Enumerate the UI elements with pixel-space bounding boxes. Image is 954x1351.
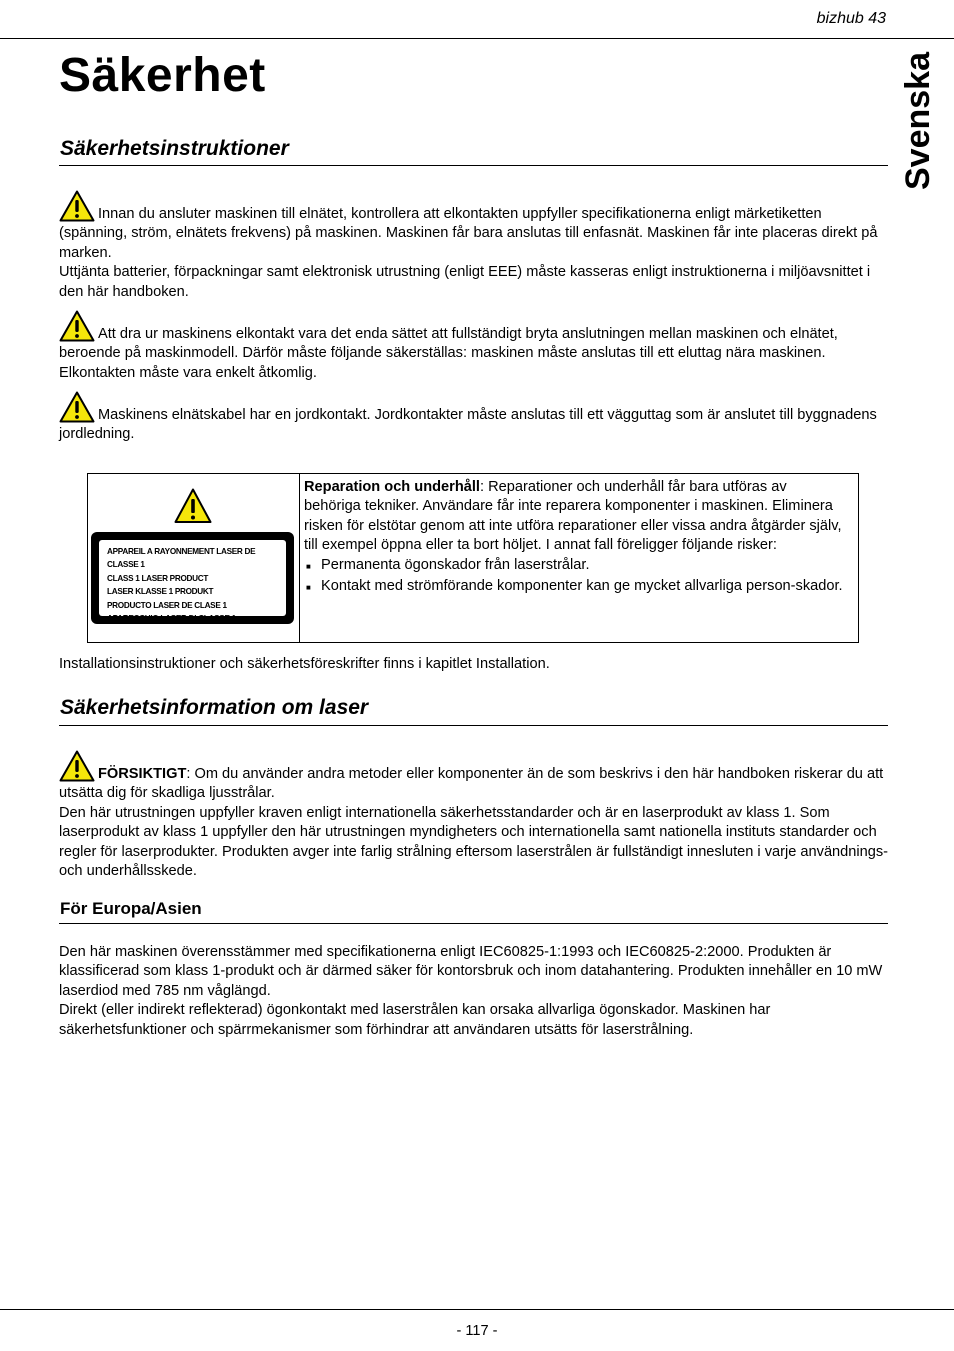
language-side-tab: Svenska: [899, 52, 937, 190]
header-model: bizhub 43: [816, 10, 886, 27]
repair-text: : Reparationer och underhåll får bara utföras av behöriga tekniker. Användare får inte reparera komponenter i maskinen. Eliminera risken för elstötar genom att inte utföra reparationer eller vissa andra åtgärder själv, till exempel öppna eller ta bort höljet. I annat fall föreligger följande risker:: [304, 479, 842, 554]
laser-class-label: [91, 532, 294, 624]
section-rule: [59, 725, 888, 726]
laser-label-panel: [88, 474, 300, 642]
section-rule: [59, 165, 888, 166]
list-item: ■ Kontakt med strömförande komponenter kan ge mycket allvarliga person-skador.: [304, 577, 844, 596]
europe-asia-text-2: Direkt (eller indirekt reflekterad) ögonkontakt med laserstrålen kan orsaka allvarliga ögonskador. Maskinen har säkerhetsfunktioner och spärrmekanismer som förhindrar att användaren utsätts för laserstrålning.: [59, 1002, 771, 1038]
section-title-safety-instructions: Säkerhetsinstruktioner: [60, 137, 289, 160]
laser-label-line: APPAREIL A RAYONNEMENT LASER DE CLASSE 1: [107, 547, 256, 570]
footer-rule: [0, 1309, 954, 1310]
repair-text-panel: [304, 478, 844, 596]
laser-caution-paragraph: [59, 750, 889, 881]
repair-warning-box: [87, 473, 859, 643]
repair-lead: Reparation och underhåll: [304, 479, 480, 495]
installation-note: Installationsinstruktioner och säkerhetsföreskrifter finns i kapitlet Installation.: [59, 656, 550, 672]
safety-text-1: Innan du ansluter maskinen till elnätet, kontrollera att elkontakten uppfyller specifikationerna enligt märketiketten (spänning, ström, elnätets frekvens) på maskinen. Maskinen får bara anslutas till enfasnät. Maskinen får inte placeras direkt på marken.: [59, 206, 878, 261]
section-title-laser-info: Säkerhetsinformation om laser: [60, 696, 369, 719]
header-rule: [0, 38, 954, 39]
safety-text-1b: Uttjänta batterier, förpackningar samt elektronisk utrustning (enligt EEE) måste kasseras enligt instruktionerna i miljöavsnittet i den här handboken.: [59, 264, 871, 300]
laser-label-line: CLASS 1 LASER PRODUCT: [107, 573, 209, 583]
list-item: ■ Permanenta ögonskador från laserstrålar.: [304, 556, 844, 575]
safety-paragraph-1: [59, 190, 889, 302]
warning-triangle-icon: [59, 750, 95, 782]
risk-list: [304, 556, 844, 597]
europe-asia-text-1: Den här maskinen överensstämmer med specifikationerna enligt IEC60825-1:1993 och IEC60825-2:2000. Produkten är klassificerad som klass 1-produkt och är därmed säker för kontorsbruk och inom datahantering. Produkten innehåller en 10 mW laserdiod med 785 nm våglängd.: [59, 944, 883, 999]
caution-text: : Om du använder andra metoder eller komponenter än de som beskrivs i den här handboken riskerar du att utsätta dig för skadliga ljusstrålar.: [59, 766, 884, 802]
section-rule: [59, 923, 888, 924]
europe-asia-paragraph: [59, 943, 889, 1040]
laser-label-line: APARECCHIO LASER DI CLASSE 1: [107, 614, 236, 624]
warning-triangle-icon: [59, 391, 95, 423]
warning-triangle-icon: [59, 190, 95, 222]
laser-compliance-text: Den här utrustningen uppfyller kraven enligt internationella säkerhetsstandarder och är en laserprodukt av klass 1. Som laserprodukt av klass 1 uppfyller den här utrustningen myndigheters och internationella samt nationella instituts standarder och regler för laserprodukter. Produkten avger inte farlig strålning eftersom laserstrålen är fullständigt innesluten i varje användnings- och underhållsskede.: [59, 804, 889, 880]
laser-label-line: LASER KLASSE 1 PRODUKT: [107, 587, 214, 597]
safety-paragraph-2: [59, 310, 889, 383]
warning-triangle-icon: [59, 310, 95, 342]
section-title-europe-asia: För Europa/Asien: [60, 899, 202, 918]
caution-lead: FÖRSIKTIGT: [98, 766, 187, 782]
page-number: - 117 -: [456, 1323, 498, 1339]
safety-text-2: Att dra ur maskinens elkontakt vara det enda sättet att fullständigt bryta anslutningen mellan maskinen och elnätet, beroende på maskinmodell. Därför måste följande säkerställas: maskinen måste anslutas till ett eluttag nära maskinen. Elkontakten måste vara enkelt åtkomlig.: [59, 326, 838, 381]
warning-triangle-icon: [174, 488, 212, 524]
safety-text-3: Maskinens elnätskabel har en jordkontakt. Jordkontakter måste anslutas till ett vägguttag som är anslutet till byggnadens jordledning.: [59, 407, 877, 443]
page-title: Säkerhet: [59, 49, 266, 102]
safety-paragraph-3: [59, 391, 889, 445]
laser-label-line: PRODUCTO LASER DE CLASE 1: [107, 600, 227, 610]
laser-class-label-text: [99, 540, 286, 624]
